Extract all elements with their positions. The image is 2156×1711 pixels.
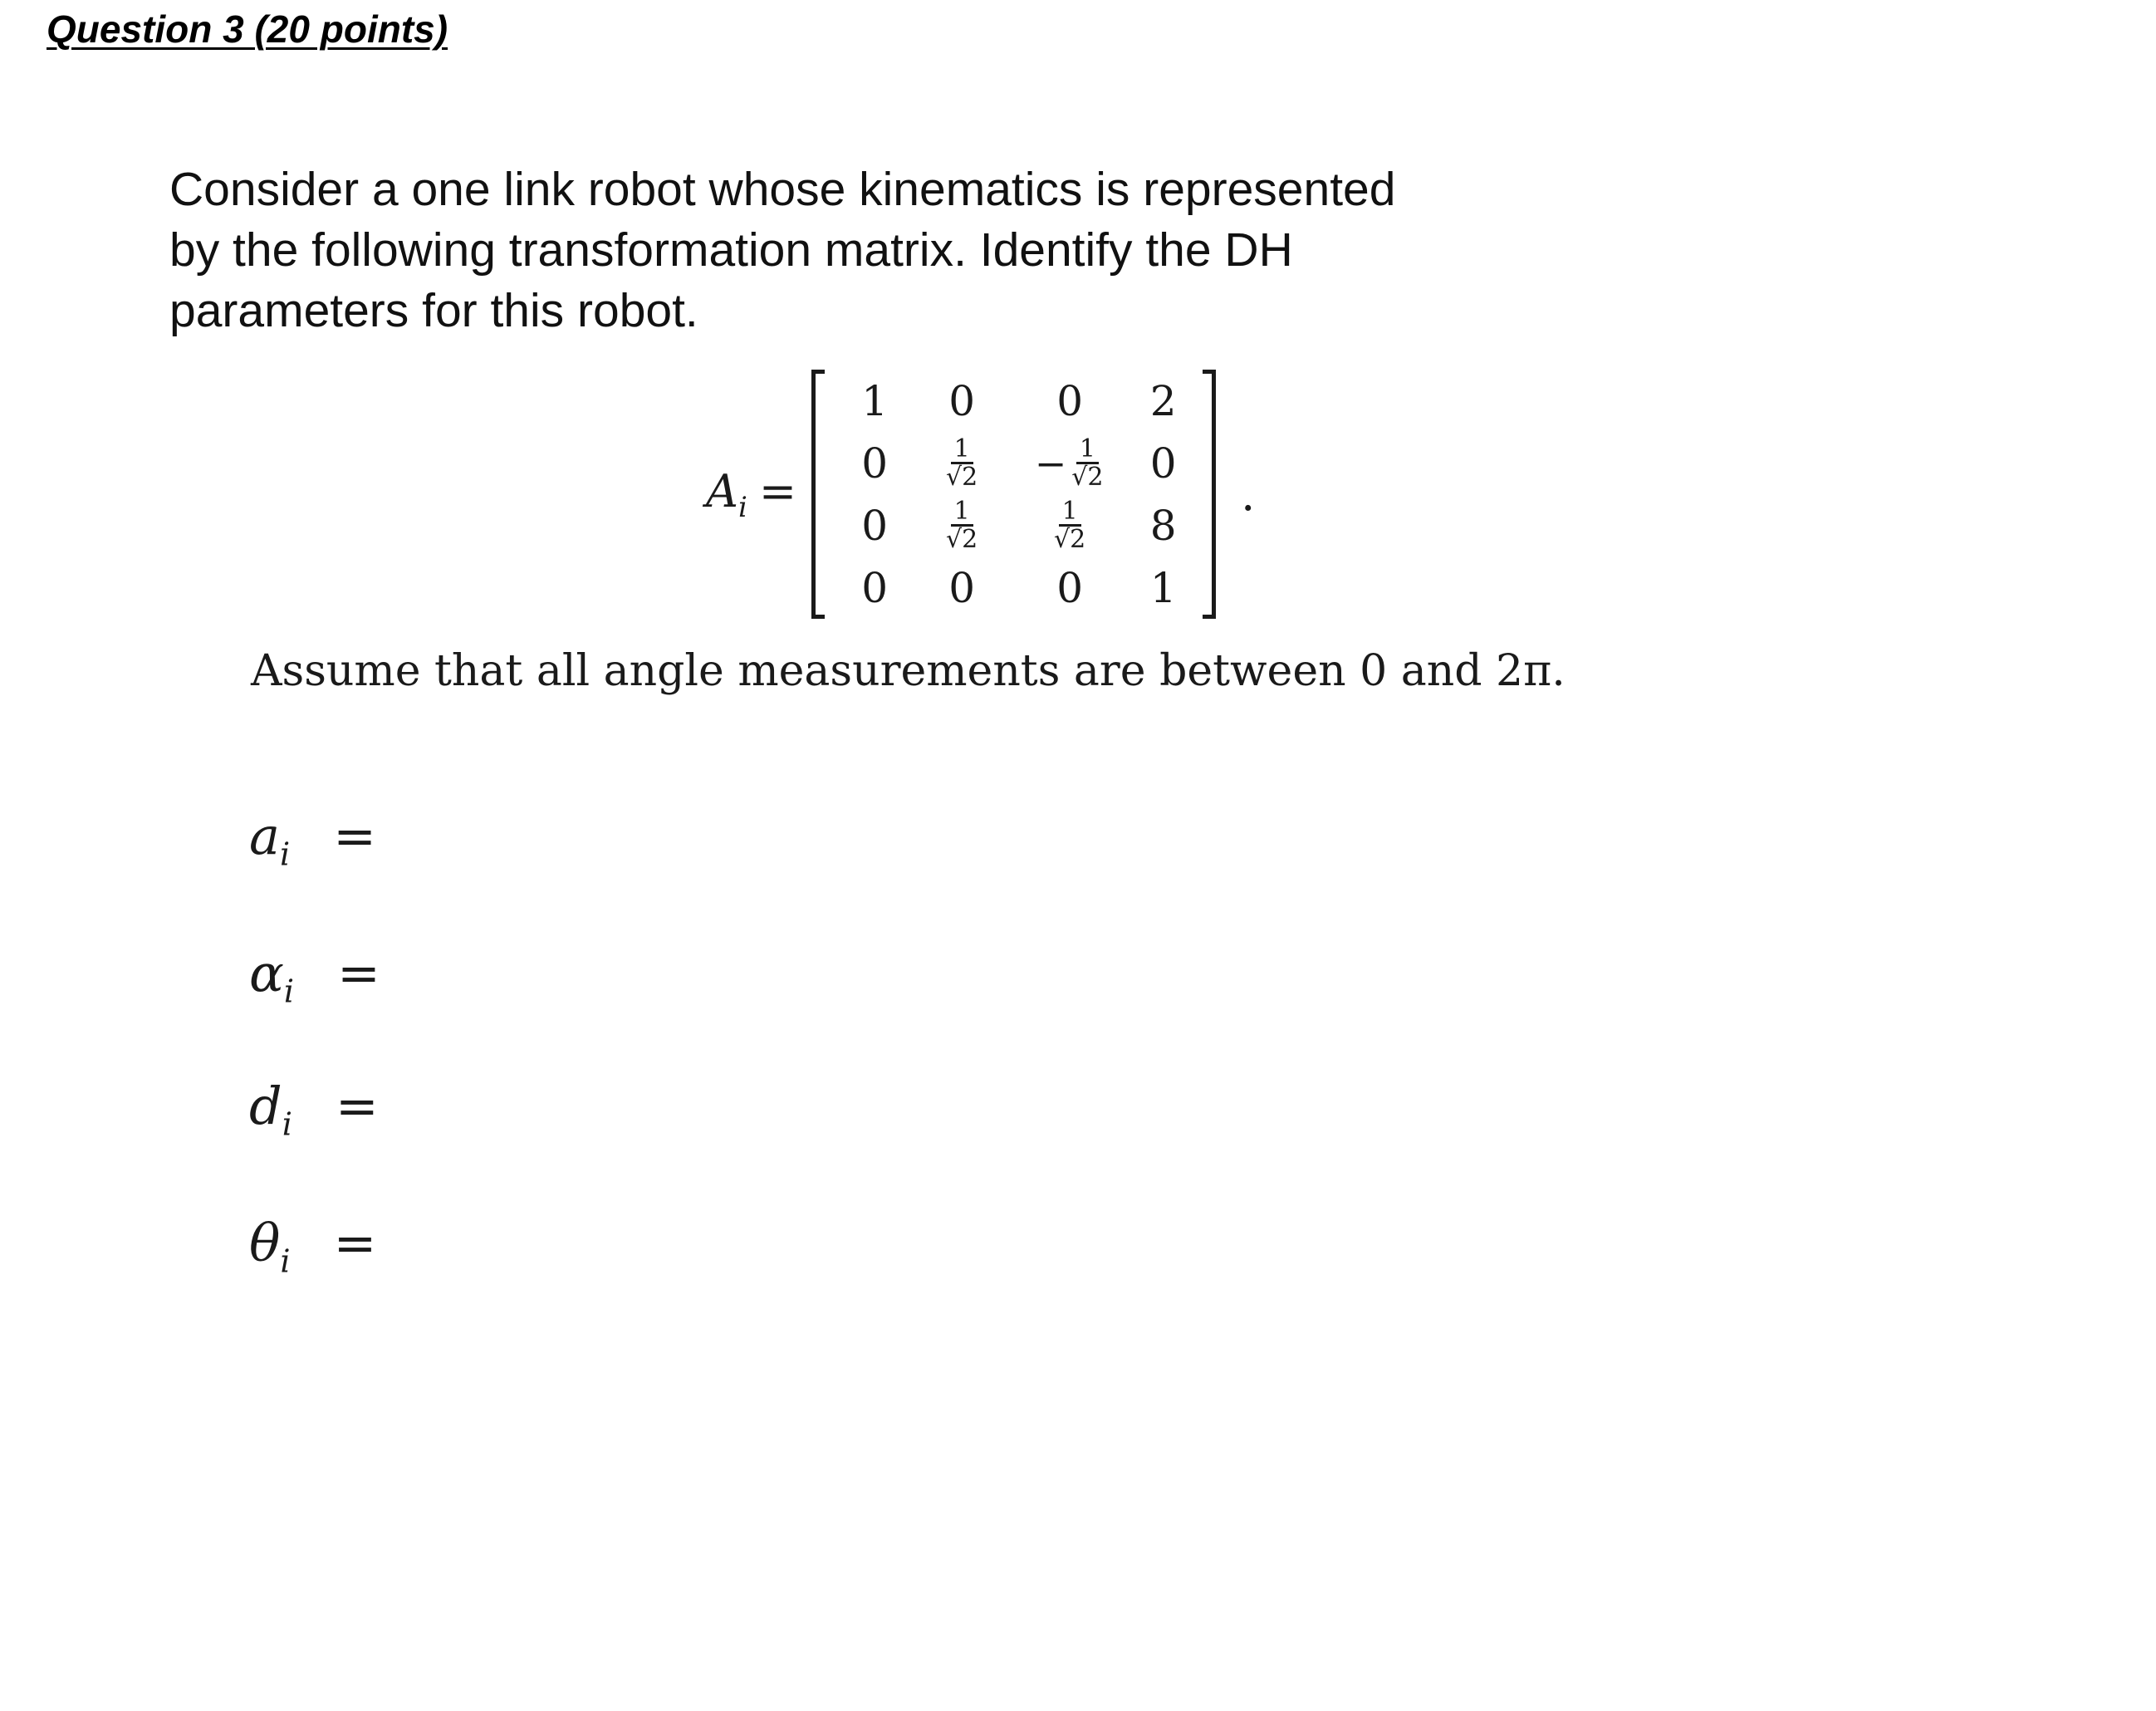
matrix-cell-r2c4: 0: [1149, 439, 1177, 488]
matrix-cell-r3c3: [1052, 498, 1087, 553]
param-a-row: [249, 806, 376, 872]
fraction: [944, 498, 979, 553]
param-subscript: i: [283, 973, 295, 1010]
param-equals: =: [335, 1076, 379, 1136]
matrix-cell-r4c2: 0: [948, 563, 976, 612]
fraction: [944, 436, 979, 491]
matrix-lhs: [706, 465, 796, 524]
question-heading: Question 3 (20 points): [47, 7, 448, 51]
param-symbol: θ: [249, 1213, 281, 1273]
param-subscript: i: [279, 836, 291, 873]
matrix-cell-r1c2: 0: [948, 376, 976, 425]
matrix-cell-r3c1: 0: [861, 501, 889, 550]
matrix-cell-r2c3: [1035, 436, 1105, 491]
param-theta-row: [249, 1213, 376, 1279]
transformation-matrix-equation: [706, 365, 1255, 623]
matrix-period: .: [1241, 468, 1256, 521]
matrix-cell-r2c1: 0: [861, 439, 889, 488]
matrix-right-bracket: [1203, 370, 1216, 619]
prompt-line: Consider a one link robot whose kinematics is represented: [169, 163, 1396, 216]
fraction-numerator: 1: [1059, 498, 1081, 527]
fraction-denominator: √2: [946, 463, 978, 492]
param-symbol: a: [249, 806, 280, 866]
matrix-cell-r4c1: 0: [861, 563, 889, 612]
angle-assumption: Assume that all angle measurements are between 0 and 2π.: [251, 646, 1566, 696]
matrix-cell-r3c4: 8: [1149, 501, 1177, 550]
param-subscript: i: [280, 1243, 291, 1280]
matrix-cell-r1c3: 0: [1056, 376, 1084, 425]
matrix-symbol: A: [706, 464, 738, 517]
param-symbol: α: [249, 943, 284, 1003]
matrix-subscript: i: [738, 490, 747, 524]
matrix-cell-r4c3: 0: [1056, 563, 1084, 612]
prompt-line: parameters for this robot.: [169, 284, 698, 337]
matrix-cell-r2c2: [944, 436, 979, 491]
fraction-denominator: √2: [946, 525, 978, 554]
fraction-denominator: √2: [1071, 463, 1104, 492]
fraction-numerator: 1: [951, 436, 973, 465]
param-equals: =: [337, 943, 380, 1003]
matrix-cell-r4c4: 1: [1149, 563, 1177, 612]
minus-sign: −: [1034, 440, 1067, 486]
matrix-cell-r3c2: [944, 498, 979, 553]
param-subscript: i: [282, 1106, 292, 1143]
prompt-line: by the following transformation matrix. Identify the DH: [169, 223, 1293, 277]
param-alpha-row: [249, 943, 380, 1009]
matrix-cell-r1c1: 1: [861, 376, 889, 425]
matrix-equals: =: [758, 464, 797, 517]
question-prompt: [169, 159, 1581, 341]
fraction-numerator: 1: [1076, 436, 1099, 465]
matrix-cell-r1c4: 2: [1149, 376, 1177, 425]
fraction: [1070, 436, 1105, 491]
matrix-grid: [825, 370, 1203, 619]
param-equals: =: [333, 1213, 377, 1273]
param-d-row: [249, 1076, 379, 1142]
fraction: [1052, 498, 1087, 553]
param-equals: =: [333, 806, 377, 866]
fraction-denominator: √2: [1054, 525, 1086, 554]
fraction-numerator: 1: [951, 498, 973, 527]
param-symbol: d: [249, 1076, 282, 1136]
matrix-left-bracket: [811, 370, 825, 619]
